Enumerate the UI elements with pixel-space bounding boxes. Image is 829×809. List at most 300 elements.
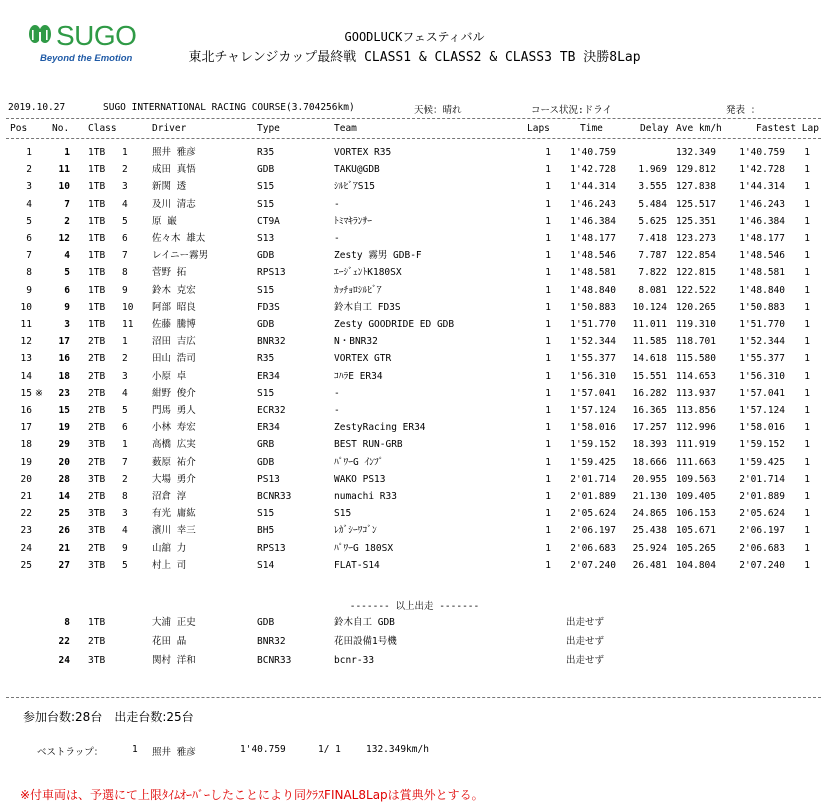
cell-fastest: 1'55.377: [739, 353, 785, 365]
race-date: 2019.10.27: [8, 102, 66, 113]
cell-no: 12: [58, 233, 70, 244]
cell-laps: 1: [545, 181, 551, 193]
cell-class: 2TB: [88, 387, 106, 399]
cell-fastest-lap: 1: [804, 215, 810, 227]
cell-class-pos: 9: [122, 542, 128, 554]
cell-speed: 127.838: [675, 181, 716, 193]
cell-fastest: 1'48.546: [739, 250, 785, 262]
cell-fastest-lap: 1: [804, 353, 810, 365]
cell-class: 1TB: [88, 198, 106, 210]
logo-tagline: Beyond the Emotion: [40, 53, 133, 64]
cell-no: 11: [58, 164, 70, 176]
cell-no: 25: [58, 508, 70, 520]
entry-summary: 参加台数:28台 出走台数:25台: [23, 710, 194, 724]
cell-class-pos: 7: [122, 250, 128, 262]
cell-class-pos: 3: [122, 508, 128, 520]
cell-fastest-lap: 1: [804, 301, 810, 313]
announce-time: 発表 ：: [726, 105, 761, 116]
cell-laps: 1: [545, 387, 551, 399]
cell-fastest: 2'06.683: [739, 542, 785, 554]
cell-class: 2TB: [88, 405, 106, 416]
cell-no: 7: [64, 198, 70, 210]
cell-speed: 104.804: [675, 559, 716, 571]
cell-fastest-lap: 1: [804, 336, 810, 348]
cell-time: 1'48.177: [570, 233, 616, 244]
cell-time: 2'01.714: [570, 473, 616, 485]
table-row: [0, 385, 829, 402]
cell-fastest-lap: 1: [804, 250, 810, 262]
cell-class-pos: 1: [122, 336, 128, 348]
cell-class-pos: 5: [122, 559, 128, 571]
cell-speed: 123.273: [675, 233, 716, 244]
cell-team: N・BNR32: [334, 336, 378, 348]
cell-pos: 14: [20, 370, 32, 382]
cell-speed: 112.996: [675, 422, 716, 434]
cell-type: BCNR33: [257, 491, 292, 502]
cell-pos: 10: [20, 301, 32, 313]
cell-class: 1TB: [88, 267, 106, 279]
cell-no: 2: [64, 215, 70, 227]
cell-speed: 129.812: [675, 164, 716, 176]
cell-delay: 24.865: [632, 508, 667, 520]
weather: 天候：晴れ: [414, 105, 462, 116]
cell-class-pos: 1: [122, 439, 128, 451]
cell-class: 3TB: [88, 525, 106, 537]
cell-class-pos: 11: [122, 319, 134, 330]
cell-type: S15: [257, 508, 275, 520]
cell-laps: 1: [545, 319, 551, 330]
cell-driver: 鈴木 克宏: [152, 284, 196, 296]
cell-type: BCNR33: [257, 655, 292, 666]
course-name: SUGO INTERNATIONAL RACING COURSE(3.704256km): [103, 102, 355, 113]
cell-pos: 21: [20, 491, 32, 502]
cell-class-pos: 3: [122, 370, 128, 382]
cell-class-pos: 9: [122, 284, 128, 296]
cell-type: FD3S: [257, 301, 280, 313]
cell-delay: 21.130: [632, 491, 667, 502]
started-separator: ------- 以上出走 -------: [349, 601, 480, 612]
cell-speed: 122.854: [675, 250, 716, 262]
table-row: [0, 144, 829, 161]
cell-driver: 大場 勇介: [152, 473, 196, 485]
cell-driver: 阿部 昭良: [152, 301, 196, 313]
cell-type: BH5: [257, 525, 275, 537]
cell-delay: 11.011: [632, 319, 667, 330]
cell-driver: 高橋 広実: [152, 439, 196, 451]
cell-time: 1'46.384: [570, 215, 616, 227]
cell-no: 21: [58, 542, 70, 554]
cell-status: 出走せず: [566, 617, 605, 628]
cell-time: 1'48.581: [570, 267, 616, 279]
cell-time: 1'52.344: [570, 336, 616, 348]
cell-fastest-lap: 1: [804, 267, 810, 279]
table-row: [0, 471, 829, 488]
event-title: GOODLUCKフェスティバル: [344, 30, 485, 44]
cell-no: 9: [64, 301, 70, 313]
cell-driver: 濱川 幸三: [152, 525, 196, 537]
cell-team: Zesty 霧男 GDB-F: [334, 250, 422, 262]
cell-team: -: [334, 387, 340, 399]
cell-fastest-lap: 1: [804, 508, 810, 520]
cell-fastest-lap: 1: [804, 319, 810, 330]
cell-class-pos: 4: [122, 387, 128, 399]
cell-class-pos: 3: [122, 181, 128, 193]
cell-driver: 原 巌: [152, 215, 177, 227]
cell-delay: 16.282: [632, 387, 667, 399]
cell-fastest-lap: 1: [804, 405, 810, 416]
table-row: [0, 196, 829, 213]
cell-speed: 115.580: [675, 353, 716, 365]
best-lap-lap: 1/ 1: [318, 744, 341, 755]
cell-no: 8: [64, 617, 70, 628]
cell-fastest: 1'48.177: [739, 233, 785, 244]
cell-type: GDB: [257, 456, 275, 468]
cell-delay: 25.924: [632, 542, 667, 554]
cell-class: 1TB: [88, 181, 106, 193]
cell-laps: 1: [545, 525, 551, 537]
logo-wordmark: SUGO: [56, 20, 137, 51]
cell-pos: 9: [26, 284, 32, 296]
cell-no: 28: [58, 473, 70, 485]
cell-fastest: 2'07.240: [739, 559, 785, 571]
cell-pos: 18: [20, 439, 32, 451]
cell-delay: 18.393: [632, 439, 667, 451]
cell-fastest: 2'01.714: [739, 473, 785, 485]
cell-type: GRB: [257, 439, 275, 451]
cell-team: VORTEX R35: [334, 147, 392, 158]
cell-fastest-lap: 1: [804, 147, 810, 158]
cell-time: 1'42.728: [570, 164, 616, 176]
table-row: [0, 505, 829, 522]
cell-team: S15: [334, 508, 352, 520]
cell-driver: 大浦 正史: [152, 617, 196, 628]
cell-fastest: 1'44.314: [739, 181, 785, 193]
cell-delay: 18.666: [632, 456, 667, 468]
cell-no: 16: [58, 353, 70, 365]
cell-no: 27: [58, 559, 70, 571]
cell-team: ｺﾊﾗE ER34: [334, 370, 383, 382]
cell-class: 2TB: [88, 353, 106, 365]
cell-fastest-lap: 1: [804, 233, 810, 244]
col-header-team: Team: [334, 123, 357, 134]
cell-no: 26: [58, 525, 70, 537]
cell-time: 1'51.770: [570, 319, 616, 330]
cell-class: 1TB: [88, 250, 106, 262]
cell-speed: 109.563: [675, 473, 716, 485]
cell-team: 鈴木自工 FD3S: [334, 301, 401, 313]
cell-class: 1TB: [88, 301, 106, 313]
cell-speed: 109.405: [675, 491, 716, 502]
cell-speed: 118.701: [675, 336, 716, 348]
cell-fastest: 1'46.243: [739, 198, 785, 210]
cell-pos: 11: [20, 319, 32, 330]
table-row: [0, 247, 829, 264]
divider-header: [6, 138, 821, 139]
table-row: [0, 540, 829, 557]
race-title: 東北チャレンジカップ最終戦 CLASS1 & CLASS2 & CLASS3 TB 決勝8Lap: [188, 50, 641, 65]
cell-pos: 17: [20, 422, 32, 434]
cell-laps: 1: [545, 559, 551, 571]
cell-delay: 10.124: [632, 301, 667, 313]
cell-no: 6: [64, 284, 70, 296]
cell-no: 22: [58, 636, 70, 647]
cell-speed: 111.663: [675, 456, 716, 468]
cell-type: BNR32: [257, 636, 286, 647]
table-row: [0, 282, 829, 299]
cell-delay: 7.787: [638, 250, 667, 262]
col-header-type: Type: [257, 123, 280, 134]
cell-speed: 119.310: [675, 319, 716, 330]
cell-driver: 沼倉 淳: [152, 491, 187, 502]
cell-class-pos: 5: [122, 405, 128, 416]
cell-driver: 佐藤 騰博: [152, 319, 196, 330]
cell-laps: 1: [545, 336, 551, 348]
cell-laps: 1: [545, 267, 551, 279]
cell-type: BNR32: [257, 336, 286, 348]
cell-team: -: [334, 405, 340, 416]
cell-no: 4: [64, 250, 70, 262]
table-row: [0, 454, 829, 471]
cell-driver: 小原 卓: [152, 370, 187, 382]
cell-driver: 山舘 力: [152, 542, 187, 554]
cell-fastest-lap: 1: [804, 181, 810, 193]
cell-delay: 14.618: [632, 353, 667, 365]
cell-laps: 1: [545, 370, 551, 382]
cell-fastest: 2'06.197: [739, 525, 785, 537]
cell-laps: 1: [545, 405, 551, 416]
table-row: [0, 368, 829, 385]
table-row: [0, 557, 829, 574]
cell-laps: 1: [545, 215, 551, 227]
cell-fastest: 1'42.728: [739, 164, 785, 176]
cell-type: ER34: [257, 422, 280, 434]
best-lap-no: 1: [132, 744, 138, 755]
cell-laps: 1: [545, 353, 551, 365]
cell-delay: 3.555: [638, 181, 667, 193]
col-header-no: No.: [52, 123, 70, 134]
cell-time: 1'57.124: [570, 405, 616, 416]
cell-class-pos: 7: [122, 456, 128, 468]
cell-team: ﾚｶﾞｼｰﾜｺﾞﾝ: [334, 525, 377, 537]
cell-fastest: 1'48.581: [739, 267, 785, 279]
cell-type: S15: [257, 284, 275, 296]
cell-time: 1'59.425: [570, 456, 616, 468]
cell-speed: 120.265: [675, 301, 716, 313]
cell-type: RPS13: [257, 267, 286, 279]
cell-delay: 8.081: [638, 284, 667, 296]
cell-no: 24: [58, 655, 70, 666]
cell-driver: 花田 晶: [152, 636, 187, 647]
cell-class: 2TB: [88, 491, 106, 502]
cell-laps: 1: [545, 542, 551, 554]
cell-speed: 122.522: [675, 284, 716, 296]
table-row: [0, 230, 829, 247]
cell-laps: 1: [545, 250, 551, 262]
cell-driver: 紺野 俊介: [152, 387, 196, 399]
cell-time: 1'55.377: [570, 353, 616, 365]
track-condition: コース状況:ドライ: [531, 105, 612, 116]
cell-class-pos: 2: [122, 353, 128, 365]
table-row: [0, 488, 829, 505]
best-lap-time: 1'40.759: [240, 744, 286, 755]
cell-type: ER34: [257, 370, 280, 382]
cell-pos: 23: [20, 525, 32, 537]
cell-driver: 田山 浩司: [152, 353, 196, 365]
cell-class-pos: 8: [122, 267, 128, 279]
cell-time: 1'44.314: [570, 181, 616, 193]
cell-class-pos: 5: [122, 215, 128, 227]
cell-laps: 1: [545, 422, 551, 434]
cell-driver: 照井 雅彦: [152, 147, 196, 158]
cell-no: 10: [58, 181, 70, 193]
cell-driver: 門馬 勇人: [152, 405, 196, 416]
cell-class-pos: 10: [122, 301, 134, 313]
cell-fastest: 1'52.344: [739, 336, 785, 348]
cell-no: 17: [58, 336, 70, 348]
cell-laps: 1: [545, 284, 551, 296]
table-row: [0, 419, 829, 436]
cell-driver: レイニー霧男: [152, 250, 209, 262]
cell-fastest: 2'01.889: [739, 491, 785, 502]
cell-pos: 1: [26, 147, 32, 158]
cell-class: 2TB: [88, 422, 106, 434]
cell-delay: 5.484: [638, 198, 667, 210]
cell-laps: 1: [545, 147, 551, 158]
cell-no: 14: [58, 491, 70, 502]
cell-type: GDB: [257, 164, 275, 176]
cell-laps: 1: [545, 233, 551, 244]
dns-row: [0, 633, 829, 650]
cell-driver: 成田 真悟: [152, 164, 196, 176]
col-header-speed: Ave km/h: [676, 123, 722, 134]
cell-delay: 1.969: [638, 164, 667, 176]
cell-class: 3TB: [88, 655, 106, 666]
cell-driver: 菅野 拓: [152, 267, 187, 279]
cell-time: 1'56.310: [570, 370, 616, 382]
cell-delay: 17.257: [632, 422, 667, 434]
cell-class: 3TB: [88, 473, 106, 485]
cell-team: -: [334, 233, 340, 244]
cell-status: 出走せず: [566, 655, 605, 666]
cell-fastest-lap: 1: [804, 491, 810, 502]
footnote: ※付車両は、予選にて上限ﾀｲﾑｵｰﾊﾞｰしたことにより同ｸﾗｽFINAL8Lapは賞典外とする。: [20, 788, 484, 802]
cell-class: 1TB: [88, 284, 106, 296]
cell-pos: 20: [20, 473, 32, 485]
cell-fastest-lap: 1: [804, 284, 810, 296]
cell-delay: 5.625: [638, 215, 667, 227]
cell-class: 1TB: [88, 617, 106, 628]
cell-pos: 6: [26, 233, 32, 244]
cell-class: 1TB: [88, 233, 106, 244]
table-row: [0, 522, 829, 539]
cell-speed: 122.815: [675, 267, 716, 279]
cell-no: 5: [64, 267, 70, 279]
cell-team: ｴｰｼﾞｪﾝﾄK180SX: [334, 267, 402, 279]
cell-delay: 26.481: [632, 559, 667, 571]
cell-time: 1'48.546: [570, 250, 616, 262]
table-row: [0, 436, 829, 453]
table-row: [0, 316, 829, 333]
cell-pos: 7: [26, 250, 32, 262]
cell-fastest-lap: 1: [804, 542, 810, 554]
cell-laps: 1: [545, 473, 551, 485]
cell-fastest: 1'59.152: [739, 439, 785, 451]
cell-speed: 132.349: [675, 147, 716, 158]
cell-pos: 24: [20, 542, 32, 554]
cell-no: 3: [64, 319, 70, 330]
cell-type: R35: [257, 353, 275, 365]
cell-team: VORTEX GTR: [334, 353, 392, 365]
cell-pos: 2: [26, 164, 32, 176]
cell-fastest-lap: 1: [804, 422, 810, 434]
table-row: [0, 299, 829, 316]
cell-team: ﾊﾟﾜｰG 180SX: [334, 542, 394, 554]
col-header-driver: Driver: [152, 123, 187, 134]
cell-type: GDB: [257, 250, 275, 262]
divider-bottom: [6, 697, 821, 698]
cell-laps: 1: [545, 491, 551, 502]
cell-class: 1TB: [88, 164, 106, 176]
cell-no: 1: [64, 147, 70, 158]
cell-no: 23: [58, 387, 70, 399]
cell-no: 29: [58, 439, 70, 451]
cell-fastest-lap: 1: [804, 370, 810, 382]
cell-team: numachi R33: [334, 491, 397, 502]
cell-delay: 16.365: [632, 405, 667, 416]
cell-class-pos: 6: [122, 422, 128, 434]
cell-type: PS13: [257, 473, 280, 485]
cell-laps: 1: [545, 508, 551, 520]
cell-team: ｶｯﾁｮﾛｼﾙﾋﾞｱ: [334, 284, 382, 296]
cell-time: 2'01.889: [570, 491, 616, 502]
cell-fastest-lap: 1: [804, 525, 810, 537]
cell-pos: 13: [20, 353, 32, 365]
cell-type: RPS13: [257, 542, 286, 554]
cell-team: 花田設備1号機: [334, 636, 397, 647]
cell-type: S14: [257, 559, 275, 571]
cell-class: 3TB: [88, 508, 106, 520]
table-row: [0, 333, 829, 350]
col-header-class: Class: [88, 123, 117, 134]
cell-class-pos: 4: [122, 198, 128, 210]
cell-class: 2TB: [88, 456, 106, 468]
cell-class-pos: 6: [122, 233, 128, 244]
dns-row: [0, 614, 829, 631]
cell-speed: 106.153: [675, 508, 716, 520]
cell-class-pos: 1: [122, 147, 128, 158]
col-header-time: Time: [580, 123, 603, 134]
cell-class: 2TB: [88, 636, 106, 647]
cell-fastest-lap: 1: [804, 198, 810, 210]
cell-fastest: 1'57.124: [739, 405, 785, 416]
best-lap-speed: 132.349km/h: [366, 744, 429, 755]
cell-driver: 沼田 吉広: [152, 336, 196, 348]
cell-fastest: 1'51.770: [739, 319, 785, 330]
cell-pos: 8: [26, 267, 32, 279]
cell-delay: 11.585: [632, 336, 667, 348]
cell-team: bcnr-33: [334, 655, 375, 666]
cell-class: 1TB: [88, 215, 106, 227]
cell-fastest-lap: 1: [804, 456, 810, 468]
cell-fastest-lap: 1: [804, 439, 810, 451]
cell-laps: 1: [545, 198, 551, 210]
col-header-delay: Delay: [640, 123, 669, 134]
table-row: [0, 161, 829, 178]
cell-class-pos: 8: [122, 491, 128, 502]
cell-fastest-lap: 1: [804, 473, 810, 485]
cell-driver: 新関 透: [152, 181, 187, 193]
cell-class-pos: 2: [122, 473, 128, 485]
